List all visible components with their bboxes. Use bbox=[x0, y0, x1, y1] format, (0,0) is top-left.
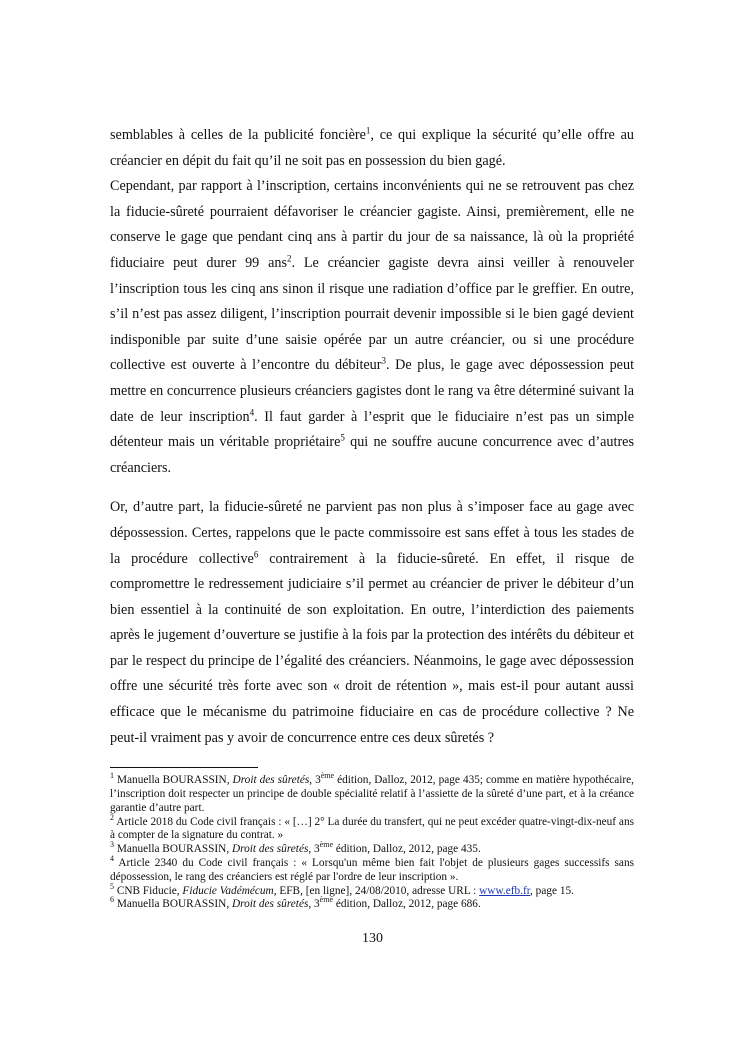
footnote-ref: 3 bbox=[110, 840, 114, 850]
footnote-ref: 6 bbox=[110, 895, 114, 905]
text-run: Cependant, par rapport à l’inscription, certains inconvénients qui ne se retrouvent pas chez la fiducie-sûreté pourraient défavoriser le créancier gagiste. Ainsi, premièrement, elle ne conserve le gage que pendant cinq ans à partir du jour de sa naissance, là où la propriété fiduciaire peut durer 99 ans bbox=[110, 178, 634, 271]
text-run: qui ne souffre aucune concurrence avec d’autres créanciers. bbox=[110, 434, 634, 476]
footnote-ref: 6 bbox=[253, 548, 259, 559]
italic-title: Fiducie Vadémécum bbox=[182, 884, 274, 897]
footnote bbox=[110, 812, 634, 844]
text-run: Manuella BOURASSIN, bbox=[114, 898, 232, 911]
footnote-ref: 3 bbox=[381, 355, 387, 366]
italic-title: Droit des sûretés, bbox=[232, 898, 312, 911]
footnote-separator bbox=[110, 767, 258, 768]
text-run: 3 bbox=[312, 774, 321, 787]
footnote-ref: 1 bbox=[110, 771, 114, 781]
url-link[interactable]: www.efb.fr bbox=[479, 884, 531, 897]
footnote bbox=[110, 854, 634, 885]
text-run: édition, Dalloz, 2012, page 435; comme en matière hypothécaire, l’inscription doit respecter un principe de double spécialité relatif à l’assiette de la sûreté d’une part, et à la créance garantie d’autre part. bbox=[110, 774, 634, 814]
paragraph-gap bbox=[110, 481, 634, 495]
text-run: 3 bbox=[311, 898, 320, 911]
footnote-ref: 2 bbox=[110, 812, 114, 822]
text-run: . De plus, le gage avec dépossession peut mettre en concurrence plusieurs créanciers gagistes dont le rang va être déterminé suivant la date de leur inscription bbox=[110, 357, 635, 425]
text-run: Manuella BOURASSIN, bbox=[114, 843, 232, 856]
paragraph bbox=[110, 174, 634, 481]
footnote-ref: 1 bbox=[365, 125, 371, 136]
footnote bbox=[110, 881, 634, 899]
text-run: , EFB, [en ligne], 24/08/2010, adresse URL : bbox=[273, 884, 480, 897]
footnote bbox=[110, 771, 634, 815]
italic-title: Droit des sûretés, bbox=[232, 774, 313, 787]
footnote-ref: 4 bbox=[110, 854, 114, 864]
italic-title: Droit des sûretés, bbox=[232, 843, 312, 856]
footnote bbox=[110, 895, 634, 912]
text-run: Article 2018 du Code civil français : « […] 2° La durée du transfert, qui ne peut excéder quatre-vingt-dix-neuf ans à compter de la signature du contrat. » bbox=[110, 815, 634, 842]
footnote-ref: 5 bbox=[110, 881, 114, 891]
text-run: , page 15. bbox=[530, 884, 574, 897]
footnote-ref: ème bbox=[319, 895, 333, 905]
footnote bbox=[110, 840, 634, 857]
text-run: édition, Dalloz, 2012, page 435. bbox=[333, 843, 481, 856]
footnote-ref: 2 bbox=[286, 253, 292, 264]
text-run: , ce qui explique la sécurité qu’elle offre au créancier en dépit du fait qu’il ne soit pas en possession du bien gagé. bbox=[110, 127, 634, 169]
text-run: contrairement à la fiducie-sûreté. En effet, il risque de compromettre le redressement judiciaire s’il permet au créancier de priver le débiteur d’un bien essentiel à la continuité de son exploitation. En outre, l’interdiction des paiements après le jugement d’ouverture se justifie à la fois par la protection des intérêts du débiteur et par le respect du principe de l’égalité des créanciers. Néanmoins, le gage avec dépossession offre une sécurité très forte avec son « droit de rétention », mais est-il pour autant aussi efficace que le mécanisme du patrimoine fiduciaire en cas de procédure collective ? Ne peut-il vraiment pas y avoir de concurrence entre ces deux sûretés ? bbox=[110, 550, 634, 746]
text-run: Article 2340 du Code civil français : « Lorsqu'un même bien fait l'objet de plusieurs gages successifs sans dépossession, le rang des créanciers est réglé par l'ordre de leur inscription ». bbox=[110, 857, 634, 883]
text-run: . Il faut garder à l’esprit que le fiduciaire n’est pas un simple détenteur mais un véritable propriétaire bbox=[110, 408, 634, 451]
text-run: Or, d’autre part, la fiducie-sûreté ne parvient pas non plus à s’imposer face au gage avec dépossession. Certes, rappelons que le pacte commissoire est sans effet à tous les stades de la procédure collective bbox=[110, 499, 634, 567]
text-run: . Le créancier gagiste devra ainsi veiller à renouveler l’inscription tous les cinq ans sinon il risque une radiation d’office par le greffier. En outre, s’il n’est pas assez diligent, l’inscription pourrait devenir impossible si le bien gagé devient indisponible par suite d’une saisie opérée par un autre créancier, ou si une procédure collective est ouverte à l’encontre du débiteur bbox=[110, 254, 634, 374]
text-run: 3 bbox=[311, 843, 320, 856]
page-number: 130 bbox=[362, 931, 383, 946]
footnotes bbox=[110, 771, 634, 912]
footnote-ref: ème bbox=[320, 771, 335, 781]
text-run: Manuella BOURASSIN, bbox=[114, 774, 233, 787]
paragraph bbox=[110, 495, 634, 751]
text-run: CNB Fiducie, bbox=[114, 884, 183, 897]
text-run: édition, Dalloz, 2012, page 686. bbox=[333, 898, 481, 911]
footnote-ref: 4 bbox=[249, 406, 255, 417]
paragraph bbox=[110, 123, 634, 174]
text-run: semblables à celles de la publicité foncière bbox=[110, 127, 366, 143]
body-text bbox=[110, 123, 634, 751]
footnote-ref: 5 bbox=[340, 432, 345, 443]
document-page bbox=[110, 123, 634, 912]
footnote-ref: ème bbox=[319, 840, 333, 850]
